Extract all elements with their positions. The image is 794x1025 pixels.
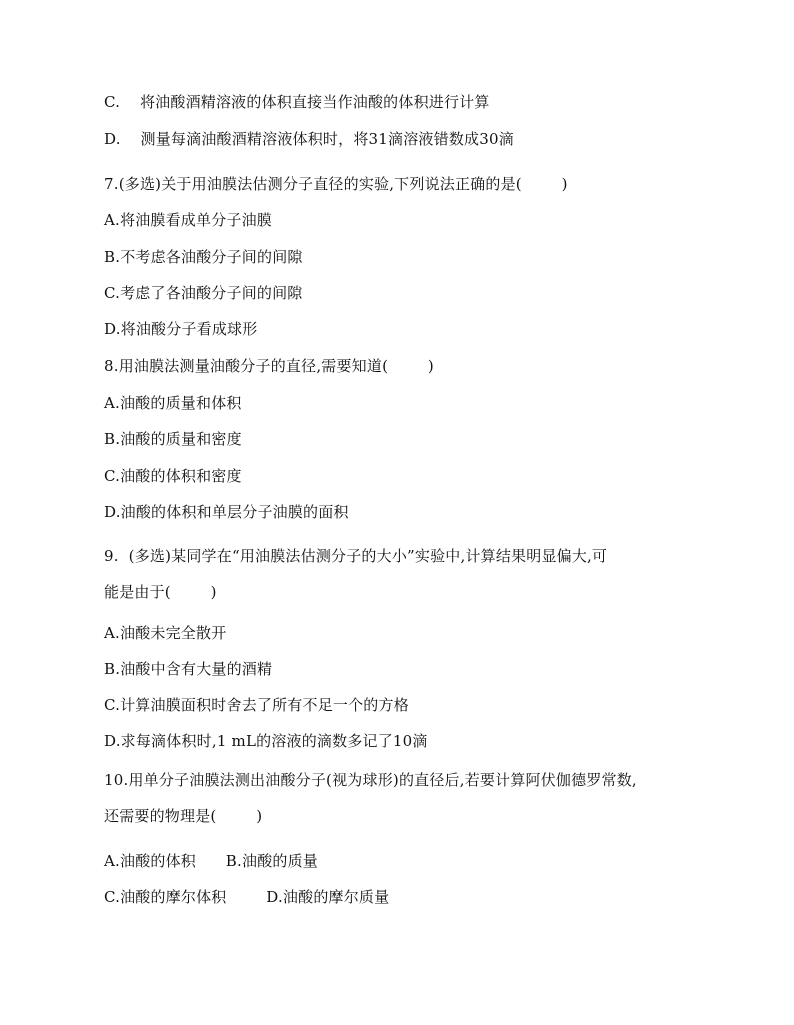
question-8-option-c: C.油酸的体积和密度: [104, 467, 242, 485]
option-d-prev-question: D. 测量每滴油酸酒精溶液体积时，将31滴溶液错数成30滴: [104, 130, 514, 148]
question-9-option-d: D.求每滴体积时,1 mL的溶液的滴数多记了10滴: [104, 732, 428, 750]
question-9-option-c: C.计算油膜面积时舍去了所有不足一个的方格: [104, 696, 409, 714]
question-9-stem-line-2: 能是由于( ): [104, 583, 217, 601]
question-10-stem-line-2: 还需要的物理是( ): [104, 807, 263, 825]
question-7-option-a: A.将油膜看成单分子油膜: [104, 211, 273, 229]
question-10-options-ab: A.油酸的体积 B.油酸的质量: [104, 852, 319, 870]
question-8-stem: 8.用油膜法测量油酸分子的直径,需要知道( ): [104, 357, 434, 375]
question-9-stem-line-1: 9. (多选)某同学在“用油膜法估测分子的大小”实验中,计算结果明显偏大,可: [104, 547, 608, 565]
option-c-prev-question: C. 将油酸酒精溶液的体积直接当作油酸的体积进行计算: [104, 93, 490, 111]
question-7-option-b: B.不考虑各油酸分子间的间隙: [104, 248, 303, 266]
question-8-option-a: A.油酸的质量和体积: [104, 394, 242, 412]
question-9-option-a: A.油酸未完全散开: [104, 624, 227, 642]
question-7-stem: 7.(多选)关于用油膜法估测分子直径的实验,下列说法正确的是( ): [104, 175, 568, 193]
question-9-option-b: B.油酸中含有大量的酒精: [104, 660, 273, 678]
question-7-option-d: D.将油酸分子看成球形: [104, 320, 258, 338]
question-10-options-cd: C.油酸的摩尔体积 D.油酸的摩尔质量: [104, 888, 390, 906]
question-7-option-c: C.考虑了各油酸分子间的间隙: [104, 284, 303, 302]
question-8-option-b: B.油酸的质量和密度: [104, 430, 242, 448]
question-10-stem-line-1: 10.用单分子油膜法测出油酸分子(视为球形)的直径后,若要计算阿伏伽德罗常数,: [104, 771, 637, 789]
question-8-option-d: D.油酸的体积和单层分子油膜的面积: [104, 503, 349, 521]
